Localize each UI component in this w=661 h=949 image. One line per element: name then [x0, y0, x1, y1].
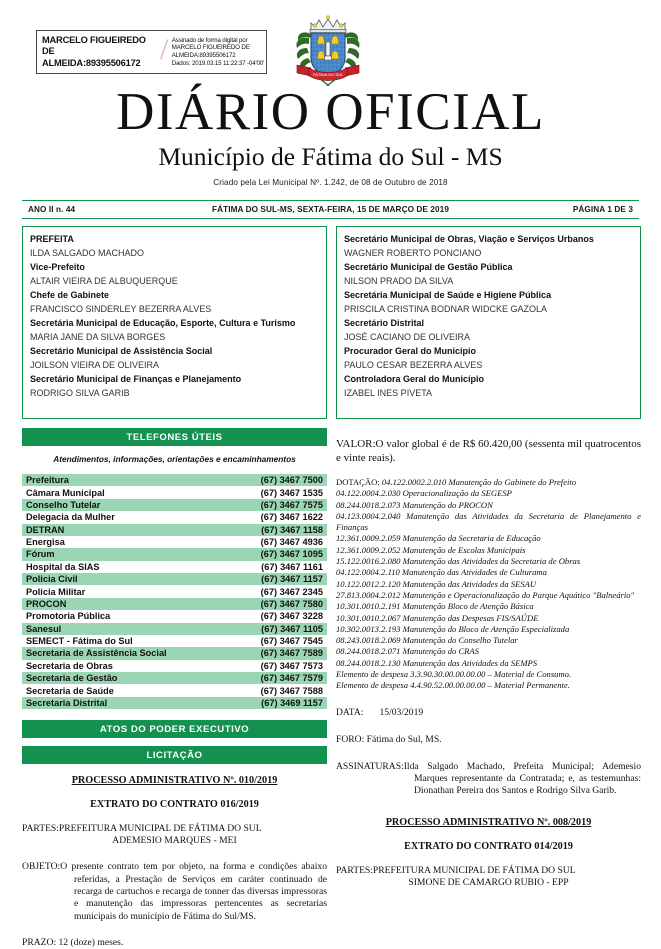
- phone-name: Secretaria de Saúde: [26, 685, 114, 696]
- phone-number: (67) 3467 1622: [260, 512, 323, 523]
- contract-2-partes-line1: PARTES:PREFEITURA MUNICIPAL DE FÁTIMA DO SUL: [336, 864, 576, 876]
- dotacao-item: 04.122.0004.2.030 Operacionalização da SEGESP: [336, 488, 512, 499]
- phone-number: (67) 3467 7573: [260, 660, 323, 671]
- official-name: PRISCILA CRISTINA BODNAR WIDCKE GAZOLA: [344, 304, 548, 314]
- table-row: [22, 561, 327, 573]
- contract-1-processo: PROCESSO ADMINISTRATIVO Nº. 010/2019: [71, 775, 278, 787]
- phone-number: (67) 3467 7575: [229, 499, 327, 511]
- dotacao-item: 10.301.0010.2.191 Manutenção Bloco de Atenção Básica: [336, 601, 534, 612]
- contract-1-data: [336, 707, 641, 719]
- official-role: Secretária Municipal de Educação, Esporte, Cultura e Turismo: [30, 318, 296, 328]
- official-name: ILDA SALGADO MACHADO: [30, 248, 145, 258]
- phone-number: (67) 3467 1095: [229, 548, 327, 560]
- official-name: FRANCISCO SINDERLEY BEZERRA ALVES: [30, 304, 212, 314]
- official-role: Controladora Geral do Município: [344, 374, 485, 384]
- phone-name: Secretaria de Gestão: [22, 672, 229, 684]
- contract-1-assinaturas: ASSINATURAS:Ilda Salgado Machado, Prefeita Municipal; Ademesio Marques representante da Contratada; e, as testemunhas: Dionathan Pereira dos Santos e Rodrigo Silva Garib.: [336, 760, 641, 797]
- table-row: [22, 585, 327, 597]
- contract-1-valor: VALOR:O valor global é de R$ 60.420,00 (sessenta mil quatrocentos e vinte reais).: [336, 438, 641, 464]
- signature-detail-line3: ALMEIDA:89395506172: [171, 52, 236, 59]
- contract-1-block: [22, 775, 327, 949]
- table-row: [22, 660, 327, 672]
- table-row: [22, 548, 327, 560]
- official-entry: [344, 316, 633, 344]
- official-role: Secretário Distrital: [344, 318, 425, 328]
- phone-name: Secretaria Distrital: [22, 697, 229, 709]
- table-row: [22, 684, 327, 696]
- contract-1-partes-line1: PARTES:PREFEITURA MUNICIPAL DE FÁTIMA DO SUL: [22, 823, 262, 835]
- issue-date: FÁTIMA DO SUL-MS, SEXTA-FEIRA, 15 DE MARÇO DE 2019: [211, 205, 449, 214]
- phone-name: DETRAN: [22, 524, 229, 536]
- phone-number: (67) 3467 7545: [260, 636, 323, 647]
- official-role: Secretária Municipal de Saúde e Higiene Pública: [344, 290, 552, 300]
- dotacao-item: 08.243.0018.2.069 Manutenção do Conselho Tutelar: [336, 635, 518, 646]
- phone-number: (67) 3467 7589: [229, 647, 327, 659]
- left-column: [22, 226, 327, 949]
- coat-of-arms-icon: [289, 8, 367, 86]
- phone-name: Câmara Municipal: [26, 487, 105, 498]
- dotacao-item: 10.301.0010.2.067 Manutenção das Despesas FIS/SAÚDE: [336, 612, 539, 623]
- phone-number: (67) 3467 7580: [229, 598, 327, 610]
- dotacao-item: 08.244.0018.2.073 Manutenção do PROCON: [336, 499, 493, 510]
- table-row: [22, 623, 327, 635]
- signature-name-line1: MARCELO FIGUEIREDO DE: [42, 34, 146, 57]
- contract-1-continuation: [336, 437, 641, 798]
- contract-2-processo: PROCESSO ADMINISTRATIVO Nº. 008/2019: [385, 816, 592, 828]
- dotacao-item: 04.123.0004.2.040 Manutenção das Atividades da Secretaria de Planejamento e Finanças: [336, 510, 641, 533]
- phone-name: Fórum: [22, 548, 229, 560]
- official-name: RODRIGO SILVA GARIB: [30, 388, 130, 398]
- phone-number: (67) 3467 3228: [260, 611, 323, 622]
- phone-name: Energisa: [26, 537, 65, 548]
- page-indicator: PÁGINA 1 DE 3: [572, 205, 633, 214]
- telefones-subheading: Atendimentos, informações, orientações e encaminhamentos: [53, 454, 296, 464]
- phone-name: SEMECT - Fátima do Sul: [26, 636, 133, 647]
- digital-signature-stamp: [36, 30, 267, 74]
- phone-name: Policia Civil: [22, 573, 229, 585]
- phone-name: Hospital da SIAS: [26, 561, 100, 572]
- phone-name: Secretaria de Assistência Social: [22, 647, 229, 659]
- contract-2-block: [336, 817, 641, 889]
- dotacao-label: DOTAÇÃO:: [336, 477, 380, 487]
- dotacao-item: 04.122.0002.2.010 Manutenção do Gabinete do Prefeito: [381, 477, 577, 487]
- phone-number: (67) 3467 7588: [260, 685, 323, 696]
- phone-name: Conselho Tutelar: [22, 499, 229, 511]
- table-row: [22, 647, 327, 659]
- phone-name: Sanesul: [22, 623, 229, 635]
- official-role: Vice-Prefeito: [30, 262, 85, 272]
- dotacao-item: 12.361.0009.2.052 Manutenção de Escolas Municipais: [336, 544, 526, 555]
- official-role: Procurador Geral do Município: [344, 346, 477, 356]
- section-heading-licitacao: LICITAÇÃO: [22, 746, 327, 764]
- contract-1-partes-line2: ADEMESIO MARQUES - MEI: [112, 835, 237, 847]
- table-row: [22, 598, 327, 610]
- dotacao-item: 08.244.0018.2.071 Manutenção do CRAS: [336, 646, 479, 657]
- official-name: IZABEL INES PIVETA: [344, 388, 433, 398]
- contract-1-extrato: EXTRATO DO CONTRATO 016/2019: [90, 799, 259, 811]
- phone-name: Policia Militar: [26, 586, 86, 597]
- table-row: [22, 697, 327, 709]
- section-heading-atos: ATOS DO PODER EXECUTIVO: [22, 720, 327, 738]
- signature-detail-line4: Dados: 2019.03.15 11:22:37 -04'00': [171, 59, 265, 67]
- phone-number: (67) 3467 7579: [229, 672, 327, 684]
- page-title: DIÁRIO OFICIAL: [116, 83, 545, 141]
- dotacao-item: 08.244.0018.2.130 Manutenção das Atividades da SEMPS: [336, 657, 538, 668]
- official-name: NILSON PRADO DA SILVA: [344, 276, 454, 286]
- dotacao-item: 27.813.0004.2.012 Manutenção e Operacionalização do Parque Aquático "Balneário": [336, 589, 635, 600]
- masthead: [0, 84, 661, 187]
- phone-number: (67) 3467 1158: [229, 524, 327, 536]
- dotacao-item: 04.122.0004.2.110 Manutenção das Atividades de Culturama: [336, 567, 547, 578]
- official-entry: [30, 288, 319, 316]
- table-row: [22, 511, 327, 523]
- table-row: [22, 573, 327, 585]
- official-name: MARIA JANE DA SILVA BORGES: [30, 332, 166, 342]
- contract-1-objeto: OBJETO:O presente contrato tem por objeto, na forma e condições abaixo referidas, a Prestação de Serviços em caráter continuado de recarga de cartuchos e recarga de tonner das diversas impressoras e manutenção das impressoras pertencentes as secretarias municipais do município de Fátima do Sul/MS.: [22, 861, 327, 922]
- table-row: [22, 499, 327, 511]
- official-name: PAULO CESAR BEZERRA ALVES: [344, 360, 483, 370]
- phone-name: Delegacia da Mulher: [26, 512, 115, 523]
- table-row: [22, 486, 327, 498]
- issue-header-bar: [22, 200, 639, 219]
- phone-number: (67) 3467 2345: [260, 586, 323, 597]
- phone-number: (67) 3467 4936: [260, 537, 323, 548]
- official-entry: [344, 232, 633, 260]
- official-entry: [344, 288, 633, 316]
- dotacao-item: 12.361.0009.2.059 Manutenção da Secretaria de Educação: [336, 533, 541, 544]
- dotacao-item: Elemento de despesa 3.3.90.30.00.00.00.00 – Material de Consumo.: [336, 669, 572, 680]
- signature-name-line2: ALMEIDA:89395506172: [42, 57, 141, 68]
- table-row: [22, 635, 327, 647]
- official-role: Secretário Municipal de Finanças e Planejamento: [30, 374, 242, 384]
- contract-2-partes-line2: SIMONE DE CAMARGO RUBIO - EPP: [408, 876, 569, 888]
- data-label: DATA:: [336, 706, 364, 718]
- contract-1-dotacao: [336, 477, 641, 692]
- official-name: WAGNER ROBERTO PONCIANO: [344, 248, 482, 258]
- phone-number: (67) 3467 1105: [229, 623, 327, 635]
- masthead-legal-note: Criado pela Lei Municipal Nº. 1.242, de 08 de Outubro de 2018: [213, 178, 448, 187]
- issue-number: ANO II n. 44: [28, 205, 76, 214]
- signature-name: [37, 35, 158, 70]
- phone-number: (67) 3467 7500: [229, 474, 327, 486]
- official-role: Chefe de Gabinete: [30, 290, 110, 300]
- official-role: Secretário Municipal de Assistência Social: [30, 346, 213, 356]
- official-entry: [344, 344, 633, 372]
- official-entry: [344, 260, 633, 288]
- official-role: Secretário Municipal de Gestão Pública: [344, 262, 513, 272]
- phone-name: PROCON: [22, 598, 229, 610]
- phone-name: Prefeitura: [22, 474, 229, 486]
- phone-number: (67) 3467 1535: [260, 487, 323, 498]
- contract-1-prazo: PRAZO: 12 (doze) meses.: [22, 937, 124, 949]
- right-column: [336, 226, 641, 889]
- table-row: [22, 672, 327, 684]
- signature-slash-mark: /: [159, 33, 169, 66]
- official-name: JOSÉ CACIANO DE OLIVEIRA: [344, 332, 471, 342]
- official-name: JOILSON VIEIRA DE OLIVEIRA: [30, 360, 160, 370]
- dotacao-item: Elemento de despesa 4.4.90.52.00.00.00.00 – Material Permanente.: [336, 680, 570, 691]
- data-value: 15/03/2019: [379, 706, 424, 718]
- contract-2-extrato: EXTRATO DO CONTRATO 014/2019: [404, 840, 573, 852]
- dotacao-item: 10.122.0012.2.120 Manutenção das Atividades da SESAU: [336, 578, 537, 589]
- official-role: Secretário Municipal de Obras, Viação e Serviços Urbanos: [344, 234, 594, 244]
- officials-box-right: [336, 226, 641, 419]
- phone-number: (67) 3467 1157: [229, 573, 327, 585]
- table-row: [22, 536, 327, 548]
- svg-text:FÁTIMA DO SUL: FÁTIMA DO SUL: [312, 72, 344, 77]
- official-entry: [30, 232, 319, 260]
- official-entry: [30, 260, 319, 288]
- table-row: [22, 610, 327, 622]
- masthead-subtitle: Município de Fátima do Sul - MS: [158, 142, 503, 171]
- phones-tbody: [22, 474, 327, 709]
- contract-1-partes: [22, 823, 327, 847]
- table-row: [22, 524, 327, 536]
- phone-name: Promotoria Pública: [26, 611, 111, 622]
- phone-name: Secretaria de Obras: [26, 660, 113, 671]
- official-entry: [30, 316, 319, 344]
- dotacao-item: 15.122.0016.2.080 Manutenção das Atividades da Secretaria de Obras: [336, 556, 581, 567]
- phone-number: (67) 3467 1161: [261, 561, 323, 572]
- dotacao-item: 10.302.0013.2.193 Manutenção do Bloco de Atenção Especializada: [336, 623, 570, 634]
- official-entry: [344, 372, 633, 400]
- phone-number: (67) 3469 1157: [229, 697, 327, 709]
- official-entry: [30, 344, 319, 372]
- signature-detail-line1: Assinado de forma digital por: [171, 36, 248, 44]
- useful-phones-table: [22, 474, 327, 709]
- contract-2-partes: [336, 865, 641, 889]
- section-heading-telefones: TELEFONES ÚTEIS: [22, 428, 327, 446]
- official-name: ALTAIR VIEIRA DE ALBUQUERQUE: [30, 276, 178, 286]
- signature-details: [172, 37, 266, 67]
- table-row: [22, 474, 327, 486]
- official-entry: [30, 372, 319, 400]
- contract-1-foro: FORO: Fátima do Sul, MS.: [336, 733, 442, 745]
- officials-box-left: [22, 226, 327, 419]
- signature-detail-line2: MARCELO FIGUEIREDO DE: [171, 44, 250, 52]
- official-role: PREFEITA: [30, 234, 74, 244]
